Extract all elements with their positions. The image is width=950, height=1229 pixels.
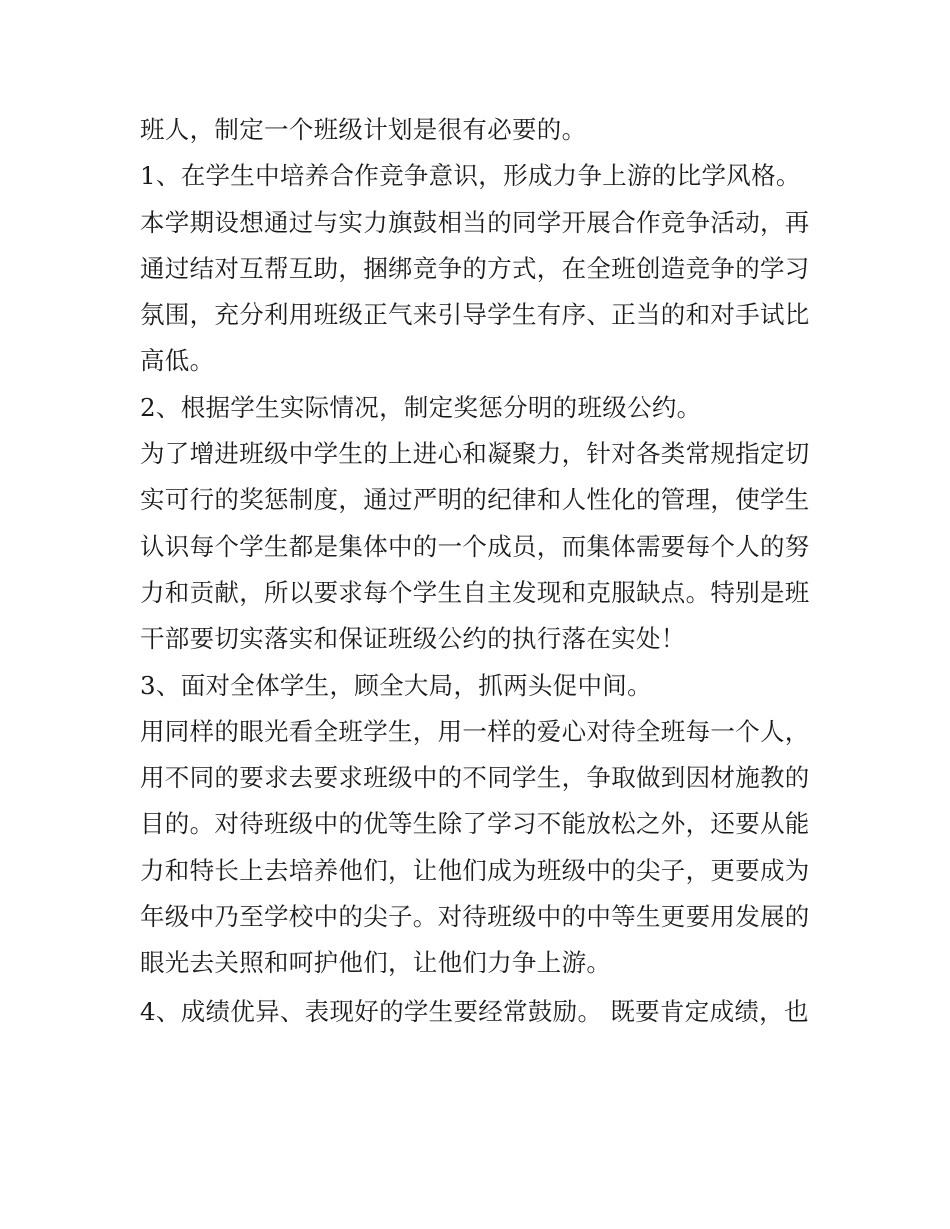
body-line: 认识每个学生都是集体中的一个成员，而集体需要每个人的努 xyxy=(140,531,810,561)
body-line: 年级中乃至学校中的尖子。对待班级中的中等生更要用发展的 xyxy=(140,902,810,932)
section-heading-1: 1、在学生中培养合作竞争意识，形成力争上游的比学风格。 xyxy=(140,161,801,191)
body-line: 实可行的奖惩制度，通过严明的纪律和人性化的管理，使学生 xyxy=(140,485,810,515)
body-line: 高低。 xyxy=(140,346,215,376)
body-line: 力和贡献，所以要求每个学生自主发现和克服缺点。特别是班 xyxy=(140,577,810,607)
body-line: 力和特长上去培养他们，让他们成为班级中的尖子，更要成为 xyxy=(140,855,810,885)
body-line: 氛围，充分利用班级正气来引导学生有序、正当的和对手试比 xyxy=(140,300,810,330)
body-line: 用同样的眼光看全班学生，用一样的爱心对待全班每一个人， xyxy=(140,716,810,746)
body-line: 通过结对互帮互助，捆绑竞争的方式，在全班创造竞争的学习 xyxy=(140,253,810,283)
body-line: 眼光去关照和呵护他们，让他们力争上游。 xyxy=(140,948,612,978)
body-line: 班人，制定一个班级计划是很有必要的。 xyxy=(140,115,587,144)
body-line: 为了增进班级中学生的上进心和凝聚力，针对各类常规指定切 xyxy=(140,439,810,469)
body-line: 干部要切实落实和保证班级公约的执行落在实处！ xyxy=(140,624,686,654)
body-line: 目的。对待班级中的优等生除了学习不能放松之外，还要从能 xyxy=(140,809,810,839)
section-heading-3: 3、面对全体学生，顾全大局，抓两头促中间。 xyxy=(140,670,652,700)
section-heading-4: 4、成绩优异、表现好的学生要经常鼓励。 既要肯定成绩，也 xyxy=(140,996,809,1026)
section-heading-2: 2、根据学生实际情况，制定奖惩分明的班级公约。 xyxy=(140,392,702,422)
body-line: 用不同的要求去要求班级中的不同学生，争取做到因材施教的 xyxy=(140,763,810,793)
document-body xyxy=(140,107,820,1035)
body-line: 本学期设想通过与实力旗鼓相当的同学开展合作竞争活动，再 xyxy=(140,207,810,237)
